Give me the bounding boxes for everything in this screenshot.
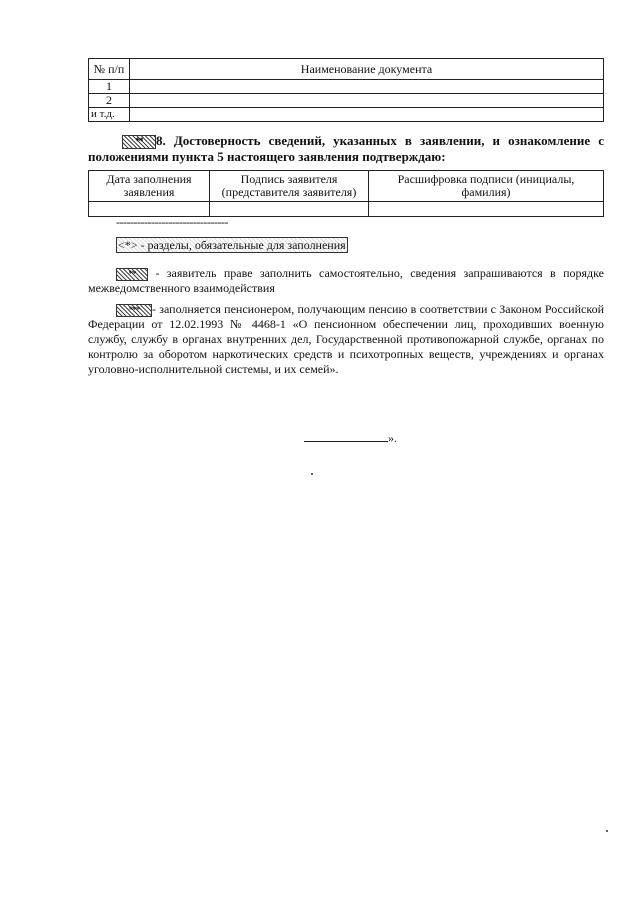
row-number: 1 (89, 80, 130, 94)
required-sections-label: <*> - разделы, обязательные для заполнения (118, 238, 346, 252)
column-header-name-decoding: Расшифровка подписи (инициалы, фамилия) (369, 171, 604, 202)
scan-speck (311, 473, 313, 475)
row-number: и т.д. (89, 108, 130, 122)
legend-optional (88, 266, 604, 296)
closing-quote: ». (388, 431, 397, 445)
pension-legend-text: - заполняется пенсионером, получающим пенсию в соответствии с Законом Российской Федерации от 12.02.1993 № 4468-1 «О пенсионном обеспечении лиц, проходивших военную службу, службу в органах внутренних дел, Государственной противопожарной службе, органах по контролю за оборотом наркотических средств и психотропных веществ, учреждениях и органах уголовно-исполнительной системы, и их семей». (88, 302, 604, 376)
section-8-text: 8. Достоверность сведений, указанных в заявлении, и ознакомление с положениями пункта 5 настоящего заявления подтверждаю: (88, 133, 604, 165)
column-header-date: Дата заполнения заявления (89, 171, 210, 202)
legend-pension (88, 302, 604, 377)
required-marker-icon: ** (122, 135, 156, 149)
legend-required (88, 238, 604, 253)
document-name-cell[interactable] (130, 108, 604, 122)
row-number: 2 (89, 94, 130, 108)
signature-underline[interactable] (304, 430, 388, 442)
column-header-name: Наименование документа (130, 59, 604, 80)
column-header-num: № п/п (89, 59, 130, 80)
triple-star-marker-icon: *** (116, 304, 152, 317)
scan-speck (606, 830, 608, 832)
document-name-cell[interactable] (130, 94, 604, 108)
closing-signature-line (304, 430, 397, 446)
documents-table (88, 58, 604, 122)
footnote-rule: -------------------------------- (116, 215, 228, 229)
document-name-cell[interactable] (130, 80, 604, 94)
name-decoding-field[interactable] (369, 202, 604, 217)
column-header-signature: Подпись заявителя (представителя заявителя) (210, 171, 369, 202)
signature-field[interactable] (210, 202, 369, 217)
double-star-marker-icon: ** (116, 268, 148, 281)
optional-legend-text: - заявитель праве заполнить самостоятельно, сведения запрашиваются в порядке межведомственного взаимодействия (88, 266, 605, 295)
section-8-statement (88, 133, 604, 165)
signature-table (88, 170, 604, 217)
